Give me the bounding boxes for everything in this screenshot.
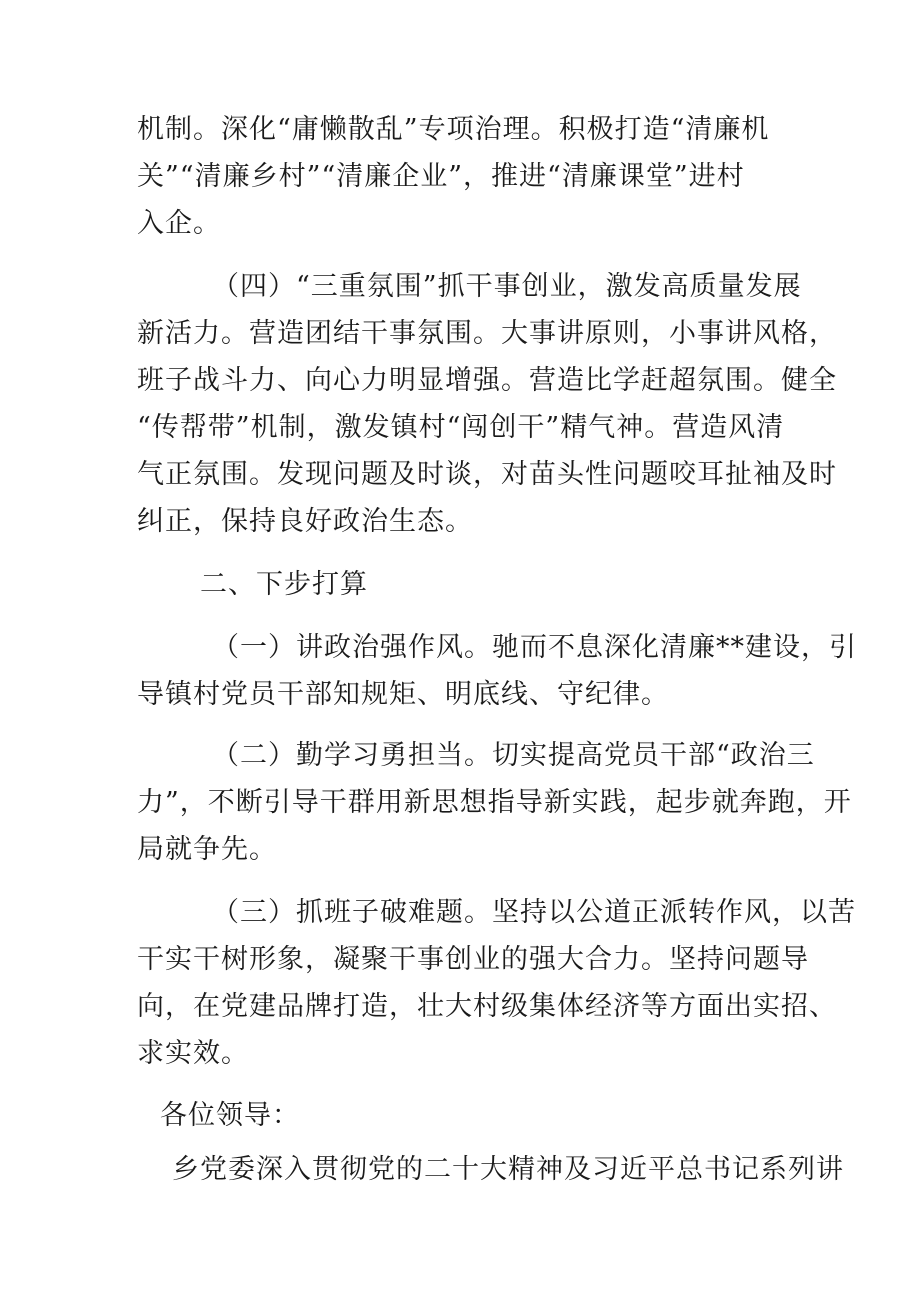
salutation: 各位领导： <box>160 1100 300 1131</box>
text-line: 向，在党建品牌打造，壮大村级集体经济等方面出实招、 <box>137 991 837 1022</box>
section-heading: 二、下步打算 <box>200 569 368 600</box>
text-line: 导镇村党员干部知规矩、明底线、守纪律。 <box>137 679 669 710</box>
text-line: 入企。 <box>137 208 221 239</box>
text-line: （二）勤学习勇担当。切实提高党员干部“政治三 <box>212 740 815 771</box>
text-line: 班子战斗力、向心力明显增强。营造比学赶超氛围。健全 <box>137 365 837 396</box>
text-line: 局就争先。 <box>137 834 277 865</box>
text-line: 气正氛围。发现问题及时谈，对苗头性问题咬耳扯袖及时 <box>137 459 837 490</box>
text-line: 纠正，保持良好政治生态。 <box>137 506 473 537</box>
text-line: 干实干树形象，凝聚干事创业的强大合力。坚持问题导 <box>137 944 809 975</box>
text-line: 新活力。营造团结干事氛围。大事讲原则，小事讲风格， <box>137 318 837 349</box>
text-line: 关”“清廉乡村”“清廉企业”，推进“清廉课堂”进村 <box>137 161 745 192</box>
section-heading: （四）“三重氛围”抓干事创业，激发高质量发展 <box>212 271 802 302</box>
text-line: （一）讲政治强作风。驰而不息深化清廉**建设，引 <box>212 632 857 663</box>
text-line: 机制。深化“庸懒散乱”专项治理。积极打造“清廉机 <box>137 114 770 145</box>
text-line: 求实效。 <box>137 1038 249 1069</box>
text-line: （三）抓班子破难题。坚持以公道正派转作风，以苦 <box>212 897 856 928</box>
text-line: 乡党委深入贯彻党的二十大精神及习近平总书记系列讲 <box>172 1154 844 1185</box>
text-line: “传帮带”机制，激发镇村“闯创干”精气神。营造风清 <box>137 412 785 443</box>
text-line: 力”，不断引导干群用新思想指导新实践，起步就奔跑，开 <box>137 787 852 818</box>
